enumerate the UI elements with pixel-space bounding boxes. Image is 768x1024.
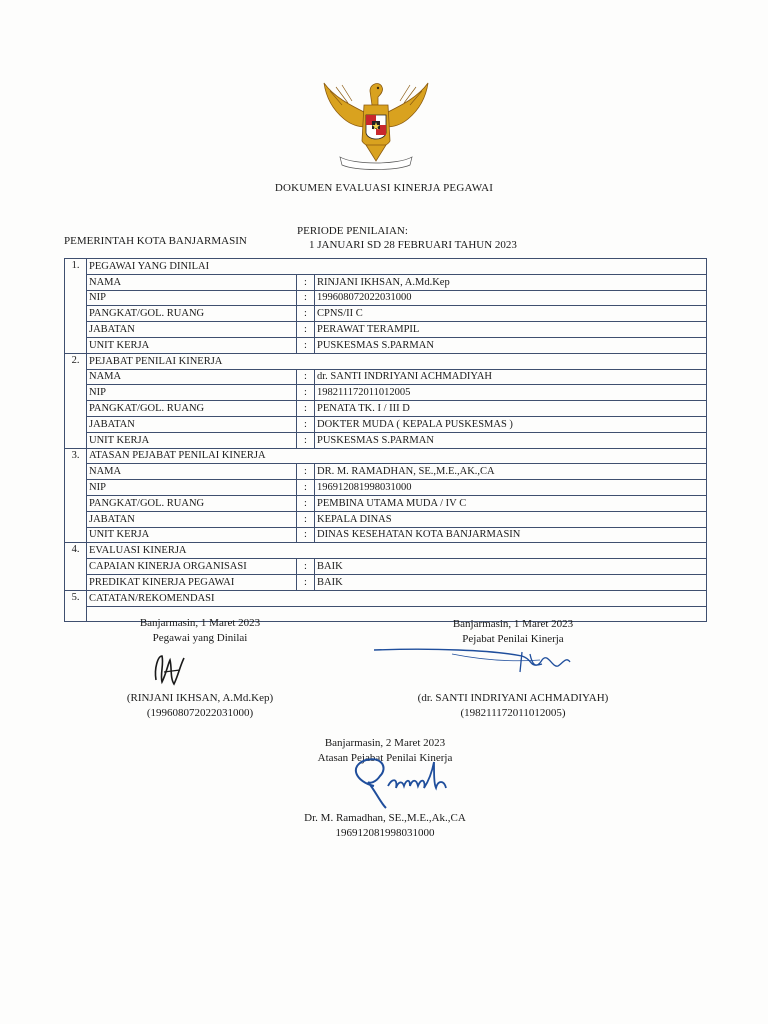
section-heading: PEJABAT PENILAI KINERJA (87, 353, 707, 369)
field-row (65, 385, 707, 401)
section-heading-row (65, 353, 707, 369)
field-row (65, 432, 707, 448)
field-colon: : (297, 274, 315, 290)
field-colon: : (297, 369, 315, 385)
field-colon: : (297, 480, 315, 496)
field-value: DOKTER MUDA ( KEPALA PUSKESMAS ) (315, 416, 707, 432)
assessor-sign-place-date: Banjarmasin, 1 Maret 2023 (452, 618, 574, 630)
field-row (65, 464, 707, 480)
field-value: 199608072022031000 (315, 290, 707, 306)
field-colon: : (297, 385, 315, 401)
field-row (65, 337, 707, 353)
employee-nip: (199608072022031000) (146, 707, 254, 719)
employee-signature (150, 650, 190, 688)
assessor-nip: (198211172011012005) (460, 707, 566, 719)
field-colon: : (297, 337, 315, 353)
field-value: DR. M. RAMADHAN, SE.,M.E.,AK.,CA (315, 464, 707, 480)
field-label: UNIT KERJA (87, 432, 297, 448)
field-row (65, 369, 707, 385)
field-label: UNIT KERJA (87, 527, 297, 543)
field-colon: : (297, 511, 315, 527)
field-colon: : (297, 432, 315, 448)
supervisor-signature (336, 752, 452, 812)
section-heading-row (65, 543, 707, 559)
section-number: 5. (65, 590, 87, 622)
supervisor-name: Dr. M. Ramadhan, SE.,M.E.,Ak.,CA (304, 812, 466, 824)
field-label: NIP (87, 385, 297, 401)
field-value: BAIK (315, 559, 707, 575)
field-value: 196912081998031000 (315, 480, 707, 496)
field-label: PANGKAT/GOL. RUANG (87, 306, 297, 322)
field-row (65, 416, 707, 432)
period-value: 1 JANUARI SD 28 FEBRUARI TAHUN 2023 (309, 239, 517, 251)
field-label: NIP (87, 290, 297, 306)
field-colon: : (297, 416, 315, 432)
field-colon: : (297, 559, 315, 575)
field-value: PEMBINA UTAMA MUDA / IV C (315, 495, 707, 511)
assessor-name-block (385, 691, 641, 721)
field-row (65, 495, 707, 511)
section-heading: PEGAWAI YANG DINILAI (87, 259, 707, 275)
supervisor-name-block (260, 811, 510, 841)
field-colon: : (297, 464, 315, 480)
field-colon: : (297, 495, 315, 511)
period-label: PERIODE PENILAIAN: (297, 225, 408, 237)
field-colon: : (297, 401, 315, 417)
supervisor-sign-role: Atasan Pejabat Penilai Kinerja (317, 752, 453, 764)
field-value: PUSKESMAS S.PARMAN (315, 337, 707, 353)
garuda-pancasila-emblem (320, 75, 432, 175)
assessor-name: (dr. SANTI INDRIYANI ACHMADIYAH) (417, 692, 609, 704)
assessor-signature (372, 642, 576, 682)
supervisor-nip: 196912081998031000 (335, 827, 435, 839)
field-colon: : (297, 306, 315, 322)
field-row (65, 274, 707, 290)
section-heading: CATATAN/REKOMENDASI (87, 590, 707, 606)
field-value: dr. SANTI INDRIYANI ACHMADIYAH (315, 369, 707, 385)
field-value: 198211172011012005 (315, 385, 707, 401)
supervisor-sign-place-date: Banjarmasin, 2 Maret 2023 (324, 737, 446, 749)
field-label: PREDIKAT KINERJA PEGAWAI (87, 574, 297, 590)
field-row (65, 527, 707, 543)
section-number: 2. (65, 353, 87, 448)
section-heading-row (65, 590, 707, 606)
government-name: PEMERINTAH KOTA BANJARMASIN (64, 235, 247, 247)
field-row (65, 480, 707, 496)
field-colon: : (297, 290, 315, 306)
field-label: NAMA (87, 369, 297, 385)
field-label: PANGKAT/GOL. RUANG (87, 401, 297, 417)
field-colon: : (297, 574, 315, 590)
field-row (65, 290, 707, 306)
field-row (65, 559, 707, 575)
employee-sign-place-date: Banjarmasin, 1 Maret 2023 (139, 617, 261, 629)
field-row (65, 574, 707, 590)
field-row (65, 322, 707, 338)
section-heading-row (65, 259, 707, 275)
evaluation-table (64, 258, 707, 622)
section-heading: EVALUASI KINERJA (87, 543, 707, 559)
field-label: UNIT KERJA (87, 337, 297, 353)
field-value: CPNS/II C (315, 306, 707, 322)
field-label: NIP (87, 480, 297, 496)
employee-signature-block (90, 616, 310, 646)
employee-name-block (80, 691, 320, 721)
field-value: DINAS KESEHATAN KOTA BANJARMASIN (315, 527, 707, 543)
assessment-period (297, 224, 517, 252)
document-title: DOKUMEN EVALUASI KINERJA PEGAWAI (274, 182, 494, 194)
field-value: BAIK (315, 574, 707, 590)
field-value: PENATA TK. I / III D (315, 401, 707, 417)
field-label: JABATAN (87, 511, 297, 527)
section-number: 4. (65, 543, 87, 590)
field-colon: : (297, 527, 315, 543)
field-value: KEPALA DINAS (315, 511, 707, 527)
field-value: PERAWAT TERAMPIL (315, 322, 707, 338)
field-label: JABATAN (87, 322, 297, 338)
field-label: NAMA (87, 464, 297, 480)
field-label: PANGKAT/GOL. RUANG (87, 495, 297, 511)
field-row (65, 511, 707, 527)
field-colon: : (297, 322, 315, 338)
field-label: CAPAIAN KINERJA ORGANISASI (87, 559, 297, 575)
section-heading: ATASAN PEJABAT PENILAI KINERJA (87, 448, 707, 464)
section-number: 3. (65, 448, 87, 543)
field-row (65, 306, 707, 322)
employee-name: (RINJANI IKHSAN, A.Md.Kep) (126, 692, 274, 704)
employee-sign-role: Pegawai yang Dinilai (152, 632, 248, 644)
field-label: NAMA (87, 274, 297, 290)
field-value: PUSKESMAS S.PARMAN (315, 432, 707, 448)
field-label: JABATAN (87, 416, 297, 432)
section-heading-row (65, 448, 707, 464)
section-number: 1. (65, 259, 87, 354)
field-row (65, 401, 707, 417)
assessor-sign-role: Pejabat Penilai Kinerja (462, 633, 564, 645)
field-value: RINJANI IKHSAN, A.Md.Kep (315, 274, 707, 290)
